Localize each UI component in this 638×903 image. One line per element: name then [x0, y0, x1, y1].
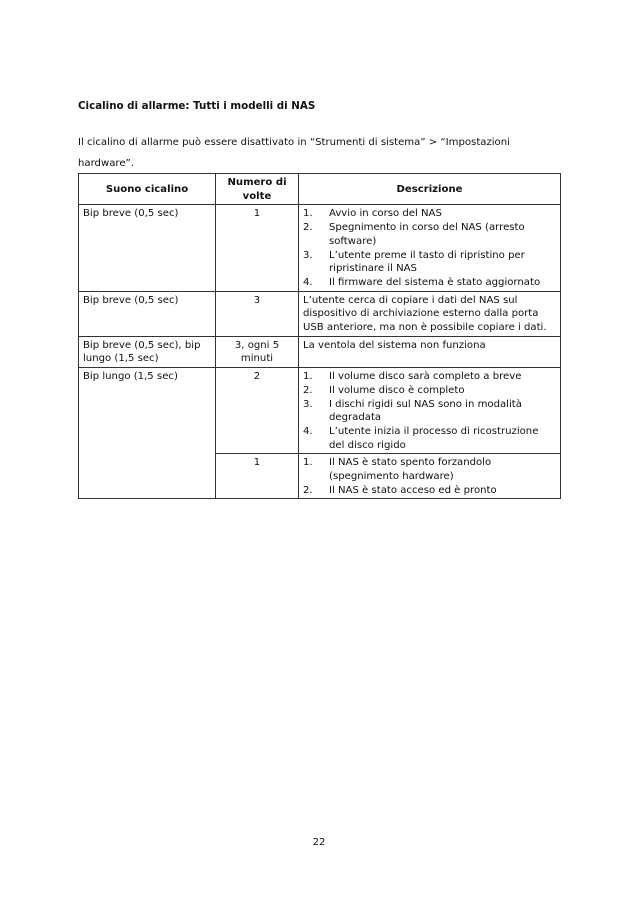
description-list	[303, 370, 556, 452]
list-item	[303, 221, 556, 248]
list-item	[303, 425, 556, 452]
cell-description: La ventola del sistema non funziona	[299, 336, 561, 367]
list-text: I dischi rigidi sul NAS sono in modalità degradata	[329, 398, 522, 424]
buzzer-table	[78, 173, 561, 499]
page-number: 22	[312, 837, 326, 848]
cell-sound: Bip breve (0,5 sec)	[79, 291, 216, 336]
table-row	[79, 291, 561, 336]
list-index: 1.	[303, 371, 313, 383]
cell-description: L’utente cerca di copiare i dati del NAS sul dispositivo di archiviazione esterno dalla porta USB anteriore, ma non è possibile copiare i dati.	[299, 291, 561, 336]
list-index: 4.	[303, 425, 313, 437]
table-row	[79, 336, 561, 367]
list-item	[303, 276, 556, 290]
table-row	[79, 205, 561, 291]
list-item	[303, 484, 556, 498]
intro-paragraph: Il cicalino di allarme può essere disattivato in “Strumenti di sistema” > “Impostazioni hardware”.	[78, 137, 510, 169]
list-index: 3.	[303, 398, 313, 410]
list-text: Il volume disco sarà completo a breve	[329, 371, 522, 383]
header-sound: Suono cicalino	[79, 174, 216, 205]
table-row	[79, 368, 561, 454]
list-text: Il NAS è stato acceso ed è pronto	[329, 484, 497, 496]
list-text: L’utente preme il tasto di ripristino per ripristinare il NAS	[329, 249, 525, 275]
list-text: Il firmware del sistema è stato aggiornato	[329, 276, 541, 288]
cell-sound: Bip lungo (1,5 sec)	[79, 368, 216, 499]
section-heading: Cicalino di allarme: Tutti i modelli di NAS	[78, 100, 316, 112]
cell-times: 3	[216, 291, 299, 336]
list-item	[303, 398, 556, 425]
list-item	[303, 384, 556, 398]
cell-sound: Bip breve (0,5 sec)	[79, 205, 216, 291]
cell-times: 1	[216, 205, 299, 291]
list-text: Il NAS è stato spento forzandolo (spegnimento hardware)	[329, 457, 492, 483]
list-item	[303, 456, 556, 483]
list-index: 2.	[303, 222, 313, 234]
list-index: 2.	[303, 484, 313, 496]
table-header-row	[79, 174, 561, 205]
list-text: Avvio in corso del NAS	[329, 208, 442, 220]
list-index: 2.	[303, 384, 313, 396]
list-text: Il volume disco è completo	[329, 384, 465, 396]
cell-sound: Bip breve (0,5 sec), bip lungo (1,5 sec)	[79, 336, 216, 367]
cell-times: 2	[216, 368, 299, 454]
list-item	[303, 370, 556, 384]
list-text: L’utente inizia il processo di ricostruzione del disco rigido	[329, 425, 539, 451]
cell-times: 3, ogni 5 minuti	[216, 336, 299, 367]
cell-description	[299, 368, 561, 454]
cell-times: 1	[216, 454, 299, 499]
list-index: 4.	[303, 276, 313, 288]
list-index: 1.	[303, 208, 313, 220]
list-index: 1.	[303, 457, 313, 469]
description-list	[303, 207, 556, 289]
cell-description	[299, 454, 561, 499]
description-list	[303, 456, 556, 497]
header-description: Descrizione	[299, 174, 561, 205]
list-text: Spegnimento in corso del NAS (arresto software)	[329, 222, 525, 247]
header-times: Numero di volte	[216, 174, 299, 205]
cell-description	[299, 205, 561, 291]
list-item	[303, 207, 556, 221]
list-index: 3.	[303, 249, 313, 261]
list-item	[303, 249, 556, 276]
